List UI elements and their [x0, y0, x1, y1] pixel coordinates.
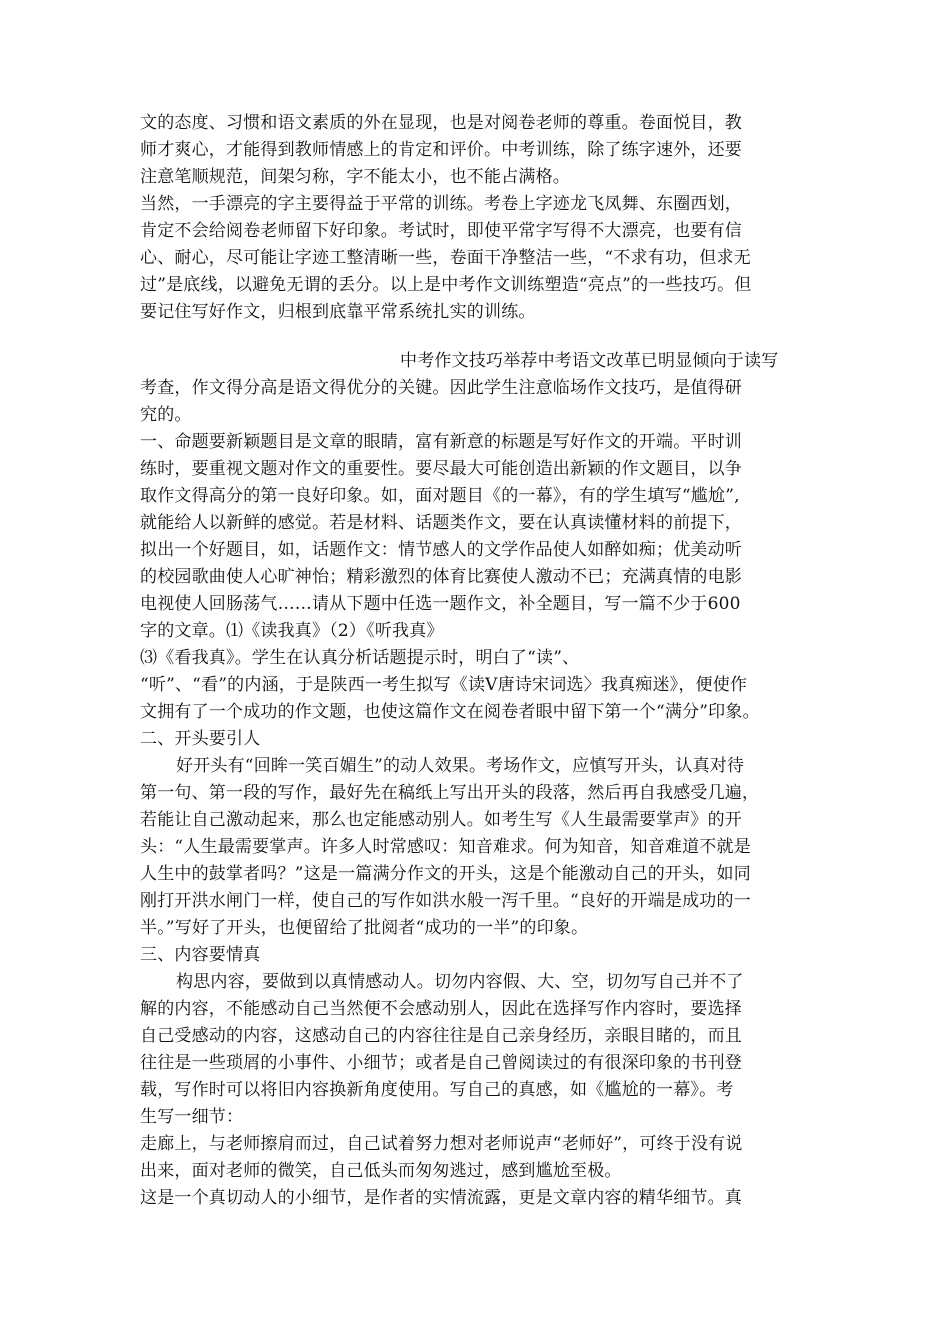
- text-line: 电视使人回肠荡气……请从下题中任选一题作文，补全题目，写一篇不少于600: [140, 594, 741, 614]
- text-line: 刚打开洪水闸门一样，使自己的写作如洪水般一泻千里。“良好的开端是成功的一: [140, 891, 751, 911]
- text-line: 心、耐心，尽可能让字迹工整清晰一些，卷面干净整洁一些，“不求有功，但求无: [140, 248, 751, 268]
- text-line: 生写一细节：: [140, 1107, 244, 1127]
- text-line: 拟出一个好题目，如，话题作文：情节感人的文学作品使人如醉如痴；优美动听: [140, 540, 742, 560]
- text-line: 考查，作文得分高是语文得优分的关键。因此学生注意临场作文技巧，是值得研: [140, 378, 742, 398]
- text-line: 就能给人以新鲜的感觉。若是材料、话题类作文，要在认真读懂材料的前提下，: [140, 513, 742, 533]
- text-line: 出来，面对老师的微笑，自己低头而匆匆逃过，感到尴尬至极。: [140, 1161, 622, 1181]
- text-line: 走廊上，与老师擦肩而过，自己试着努力想对老师说声“老师好”，可终于没有说: [140, 1134, 743, 1154]
- text-line: 肯定不会给阅卷老师留下好印象。考试时，即使平常字写得不大漂亮，也要有信: [140, 221, 742, 241]
- text-line: 练时，要重视文题对作文的重要性。要尽最大可能创造出新颖的作文题目，以争: [140, 459, 742, 479]
- text-line: 好开头有“回眸一笑百媚生”的动人效果。考场作文，应慎写开头，认真对待: [176, 756, 745, 776]
- text-line: 过”是底线，以避免无谓的丢分。以上是中考作文训练塑造“亮点”的一些技巧。但: [140, 275, 752, 295]
- text-line: 文的态度、习惯和语文素质的外在显现，也是对阅卷老师的尊重。卷面悦目，教: [140, 113, 742, 133]
- text-line: 一、命题要新颖题目是文章的眼睛，富有新意的标题是写好作文的开端。平时训: [140, 432, 742, 452]
- section-heading: 二、开头要引人: [140, 729, 261, 749]
- text-line: 字的文章。⑴《读我真》（2）《听我真》: [140, 621, 444, 641]
- section-heading: 三、内容要情真: [140, 945, 261, 965]
- text-line: 人生中的鼓掌者吗？”这是一篇满分作文的开头，这是个能激动自己的开头，如同: [140, 864, 751, 884]
- text-line: 解的内容，不能感动自己当然便不会感动别人，因此在选择写作内容时，要选择: [140, 999, 742, 1019]
- text-line: 取作文得高分的第一良好印象。如，面对题目《的一幕》，有的学生填写“尴尬”,: [140, 486, 740, 506]
- text-line: 头：“人生最需要掌声。许多人时常感叹：知音难求。何为知音，知音难道不就是: [140, 837, 751, 857]
- text-line: ⑶《看我真》。学生在认真分析话题提示时，明白了“读”、: [140, 648, 580, 668]
- text-line: 若能让自己激动起来，那么也定能感动别人。如考生写《人生最需要掌声》的开: [140, 810, 742, 830]
- text-line: 要记住写好作文，归根到底靠平常系统扎实的训练。: [140, 302, 536, 322]
- text-line: 究的。: [140, 405, 192, 425]
- text-line: 文拥有了一个成功的作文题，也使这篇作文在阅卷者眼中留下第一个“满分”印象。: [140, 702, 760, 722]
- text-line: 当然，一手漂亮的字主要得益于平常的训练。考卷上字迹龙飞凤舞、东圈西划，: [140, 194, 742, 214]
- text-line: “听”、“看”的内涵，于是陕西一考生拟写《读Ⅴ唐诗宋词选〉我真痴迷》，便使作: [140, 675, 748, 695]
- text-line: 构思内容，要做到以真情感动人。切勿内容假、大、空，切勿写自己并不了: [176, 972, 744, 992]
- text-line: 这是一个真切动人的小细节，是作者的实情流露，更是文章内容的精华细节。真: [140, 1188, 742, 1208]
- text-line: 注意笔顺规范，间架匀称，字不能太小，也不能占满格。: [140, 167, 570, 187]
- text-line: 师才爽心，才能得到教师情感上的肯定和评价。中考训练，除了练字速外，还要: [140, 140, 742, 160]
- section-title-line: 中考作文技巧举荐中考语文改革已明显倾向于读写: [400, 351, 779, 371]
- text-line: 的校园歌曲使人心旷神怡；精彩激烈的体育比赛使人激动不已；充满真情的电影: [140, 567, 742, 587]
- text-line: 自己受感动的内容，这感动自己的内容往往是自己亲身经历，亲眼目睹的，而且: [140, 1026, 742, 1046]
- text-line: 半。”写好了开头，也便留给了批阅者“成功的一半”的印象。: [140, 918, 589, 938]
- text-line: 第一句、第一段的写作，最好先在稿纸上写出开头的段落，然后再自我感受几遍，: [140, 783, 760, 803]
- text-line: 往往是一些琐屑的小事件、小细节；或者是自己曾阅读过的有很深印象的书刊登: [140, 1053, 742, 1073]
- text-line: 载，写作时可以将旧内容换新角度使用。写自己的真感，如《尴尬的一幕》。考: [140, 1080, 734, 1100]
